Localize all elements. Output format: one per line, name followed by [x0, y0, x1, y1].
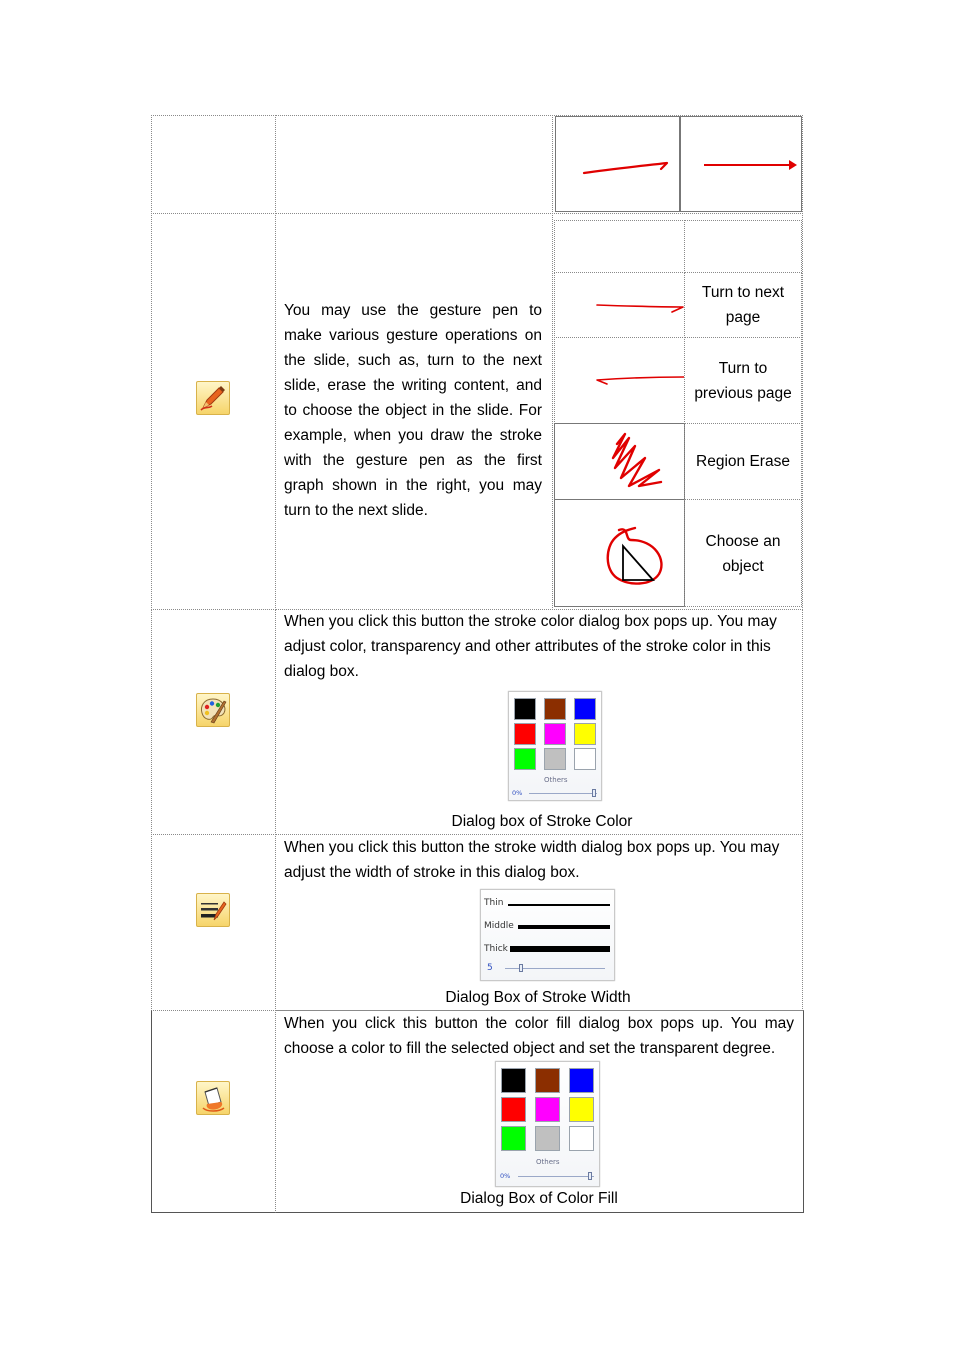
stroke-width-middle-line[interactable] [518, 925, 610, 929]
gesture-next-label: Turn to next page [701, 284, 785, 326]
stroke-color-opacity-track[interactable] [529, 793, 597, 794]
gesture-pen-description: You may use the gesture pen to make various gesture operations on the slide, such as, turn to the next slide, erase the writing content, and to choose the object in the slide. For example, when you draw the stroke with the gesture pen as the first graph shown in the right, you may turn to the next slide. [284, 302, 542, 519]
gesture-empty-right [684, 220, 802, 273]
stroke-width-caption: Dialog Box of Stroke Width [445, 989, 631, 1006]
gesture-pen-icon[interactable] [196, 381, 230, 415]
stroke-color-swatch[interactable] [514, 698, 536, 720]
color-fill-swatch[interactable] [569, 1068, 594, 1093]
color-fill-swatch[interactable] [501, 1126, 526, 1151]
previous-page-gesture-stroke [555, 338, 684, 423]
next-page-gesture-stroke [555, 273, 684, 337]
stroke-color-swatch[interactable] [544, 748, 566, 770]
choose-object-gesture-stroke [555, 500, 684, 606]
color-fill-opacity-track[interactable] [518, 1176, 594, 1177]
stroke-width-thick-line[interactable] [510, 946, 610, 952]
color-fill-swatch[interactable] [535, 1097, 560, 1122]
color-fill-opacity-thumb[interactable] [588, 1172, 592, 1180]
gesture-choose-label-cell [684, 499, 802, 607]
row1-draw-box [555, 116, 680, 212]
color-fill-swatch[interactable] [535, 1068, 560, 1093]
stroke-width-dialog [480, 889, 615, 981]
stroke-color-swatch[interactable] [574, 748, 596, 770]
color-fill-caption: Dialog Box of Color Fill [460, 1190, 618, 1207]
stroke-color-opacity-label: 0% [512, 789, 523, 797]
stroke-color-swatch[interactable] [544, 698, 566, 720]
region-erase-gesture-stroke [555, 424, 684, 499]
stroke-color-swatch[interactable] [514, 748, 536, 770]
row1-result-box [680, 116, 802, 212]
stroke-width-middle-label[interactable]: Middle [484, 921, 514, 931]
stroke-width-value: 5 [487, 963, 493, 973]
gesture-prev-label: Turn to previous page [694, 360, 792, 402]
gesture-prev-draw [554, 337, 685, 424]
stroke-color-dialog [508, 691, 602, 801]
gesture-next-draw [554, 272, 685, 338]
gesture-erase-label: Region Erase [696, 453, 790, 470]
stroke-width-description: When you click this button the stroke width dialog box pops up. You may adjust the width of stroke in this dialog box. [284, 839, 780, 881]
color-fill-swatch[interactable] [535, 1126, 560, 1151]
stroke-color-swatch[interactable] [574, 698, 596, 720]
row1-icon-cell [151, 115, 276, 214]
stroke-width-thin-label[interactable]: Thin [484, 898, 504, 908]
stroke-color-swatch[interactable] [514, 723, 536, 745]
gesture-erase-draw [554, 423, 685, 500]
gesture-choose-draw [554, 499, 685, 607]
stroke-color-opacity-thumb[interactable] [592, 789, 596, 797]
next-page-stroke-sample [556, 117, 679, 211]
color-fill-swatch[interactable] [501, 1097, 526, 1122]
gesture-prev-label-cell [684, 337, 802, 424]
color-fill-swatch[interactable] [569, 1126, 594, 1151]
gesture-empty-left [554, 220, 685, 273]
stroke-color-swatch[interactable] [574, 723, 596, 745]
gesture-erase-label-cell [684, 423, 802, 500]
color-fill-dialog [495, 1061, 600, 1187]
color-fill-swatch[interactable] [501, 1068, 526, 1093]
paint-bucket-icon[interactable] [196, 1081, 230, 1115]
stroke-color-description: When you click this button the stroke color dialog box pops up. You may adjust color, transparency and other attributes of the stroke color in this dialog box. [284, 613, 777, 680]
color-fill-others-link[interactable]: Others [536, 1158, 560, 1166]
stroke-color-caption: Dialog box of Stroke Color [451, 813, 633, 830]
stroke-width-thumb[interactable] [519, 964, 523, 972]
color-fill-opacity-label: 0% [500, 1172, 511, 1180]
color-fill-description: When you click this button the color fill dialog box pops up. You may choose a color to fill the selected object and set the transparent degree. [284, 1015, 794, 1057]
next-page-arrow-sample [681, 117, 801, 211]
stroke-color-swatch[interactable] [544, 723, 566, 745]
stroke-width-thick-label[interactable]: Thick [484, 944, 508, 954]
stroke-width-icon[interactable] [196, 893, 230, 927]
gesture-choose-label: Choose an object [705, 533, 781, 575]
stroke-width-thin-line[interactable] [508, 904, 610, 906]
stroke-color-others-link[interactable]: Others [544, 776, 568, 784]
row1-desc-cell [275, 115, 553, 214]
palette-icon[interactable] [196, 693, 230, 727]
gesture-next-label-cell [684, 272, 802, 338]
color-fill-swatch[interactable] [569, 1097, 594, 1122]
